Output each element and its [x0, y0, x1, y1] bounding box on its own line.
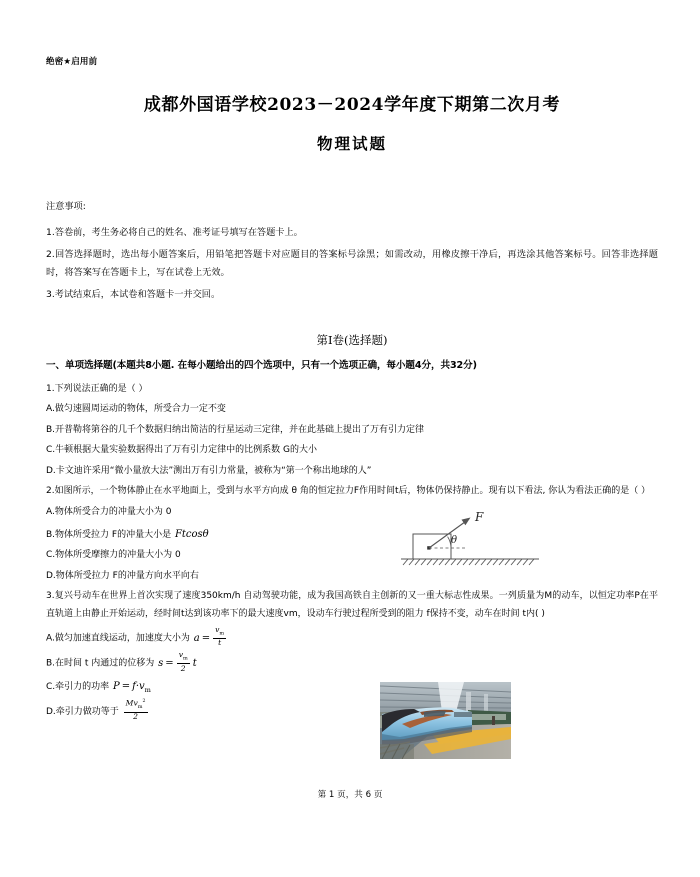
- figure-block-on-ground: [399, 503, 579, 575]
- question-3-stem: [46, 588, 658, 623]
- question-3-option-c-label: C.牵引力的功率: [46, 681, 110, 692]
- question-2-option-d[interactable]: [46, 568, 376, 586]
- question-2-option-c[interactable]: [46, 547, 376, 565]
- question-1-number: 1.: [46, 383, 55, 394]
- formula-vm-over-2: $\frac{v_m}{2}$: [178, 650, 188, 673]
- notice-item-3: 3.考试结束后，本试卷和答题卡一并交回。: [46, 288, 221, 300]
- volume-title: 第Ⅰ卷(选择题): [316, 332, 388, 347]
- question-2-text: 如图所示，一个物体静止在水平地面上，受到与水平方向成 θ 角的恒定拉力F作用时间t后，物体仍保持静止。现有以下看法, 你认为看法正确的是（ ）: [54, 486, 651, 497]
- question-3-option-b-label: B.在时间 t 内通过的位移为: [46, 659, 155, 670]
- formula-s-equals: s =: [158, 658, 174, 670]
- question-3-number: 3.: [46, 591, 55, 602]
- figure-high-speed-train: [380, 682, 511, 759]
- question-3-option-a[interactable]: [46, 626, 376, 648]
- question-1-text: 下列说法正确的是（ ）: [54, 383, 148, 394]
- notice-item-2: 2.回答选择题时，选出每小题答案后，用铅笔把答题卡对应题目的答案标号涂黑；如需改动，用橡皮擦干净后，再选涂其他答案标号。回答非选择题时，将答案写在答题卡上，写在试卷上无效。: [46, 248, 658, 278]
- secret-label: 绝密★启用前: [46, 57, 98, 67]
- question-2-number: 2.: [46, 486, 55, 497]
- formula-vm-over-t: $\frac{v_m}{t}$: [215, 625, 225, 648]
- page-footer: 第 1 页，共 6 页: [317, 790, 383, 800]
- question-1-stem: [46, 381, 658, 399]
- notice-item-1: 1.答卷前，考生务必将自己的姓名、准考证号填写在答题卡上。: [46, 227, 303, 238]
- formula-ftcostheta: Ftcosθ: [174, 528, 209, 540]
- question-3-option-d-label: D.牵引力做功等于: [46, 707, 119, 718]
- question-3-option-d[interactable]: [46, 699, 376, 722]
- section-heading: 一、单项选择题(本题共8小题. 在每小题给出的四个选项中，只有一个选项正确，每小题4分，共32分): [46, 359, 477, 371]
- question-3-option-a-label: A.做匀加速直线运动，加速度大小为: [46, 633, 190, 644]
- question-2-option-b-label: B.物体所受拉力 F的冲量大小是: [46, 529, 172, 540]
- formula-a-equals: a =: [193, 632, 211, 644]
- question-2-option-d-label: D.物体所受拉力 F的冲量方向水平向右: [46, 570, 199, 581]
- formula-t: t: [192, 658, 197, 670]
- angle-label: θ: [451, 535, 458, 546]
- question-1-option-b[interactable]: B.开普勒将第谷的几千个数据归纳出简洁的行星运动三定律，并在此基础上提出了万有引力定律: [46, 424, 425, 435]
- page-content: [46, 0, 658, 725]
- notice-heading: 注意事项:: [46, 201, 86, 212]
- block-force-diagram-svg: [399, 503, 579, 575]
- force-label: F: [475, 510, 484, 524]
- page-title: 成都外国语学校2023－2024学年度下期第二次月考: [143, 95, 561, 115]
- question-2-option-b[interactable]: [46, 525, 376, 545]
- notice-block: [46, 198, 658, 304]
- question-1: [46, 381, 658, 481]
- question-1-option-a[interactable]: A.做匀速圆周运动的物体，所受合力一定不变: [46, 404, 226, 415]
- question-3: [46, 588, 658, 722]
- page-subtitle: 物理试题: [316, 134, 387, 153]
- question-3-option-b[interactable]: [46, 651, 376, 673]
- formula-mvm2-over-2: $\frac{Mv_m^2}{2}$: [125, 698, 146, 722]
- train-photo-svg: [380, 682, 511, 759]
- question-1-option-d[interactable]: D.卡文迪许采用“微小量放大法”测出万有引力常量，被称为“第一个称出地球的人”: [46, 465, 372, 476]
- question-2-stem: [46, 483, 658, 501]
- question-2-option-a[interactable]: [46, 504, 376, 522]
- question-2-option-a-label: A.物体所受合力的冲量大小为 0: [46, 507, 172, 518]
- question-1-option-c[interactable]: C.牛顿根据大量实验数据得出了万有引力定律中的比例系数 G的大小: [46, 445, 317, 456]
- question-3-text: 复兴号动车在世界上首次实现了速度350km/h 自动驾驶功能，成为我国高铁自主创新的又一重大标志性成果。一列质量为M的动车，以恒定功率P在平直轨道上由静止开始运动，经时间t达到该功率下的最大速度vm，设动车行驶过程所受到的阻力 f保持不变，动车在时间 t内( ): [46, 591, 658, 619]
- question-3-option-c[interactable]: [46, 677, 376, 697]
- formula-p-equals-f-vm: $P = f\cdot v_m$: [113, 680, 151, 694]
- question-2-option-c-label: C.物体所受摩擦力的冲量大小为 0: [46, 550, 181, 561]
